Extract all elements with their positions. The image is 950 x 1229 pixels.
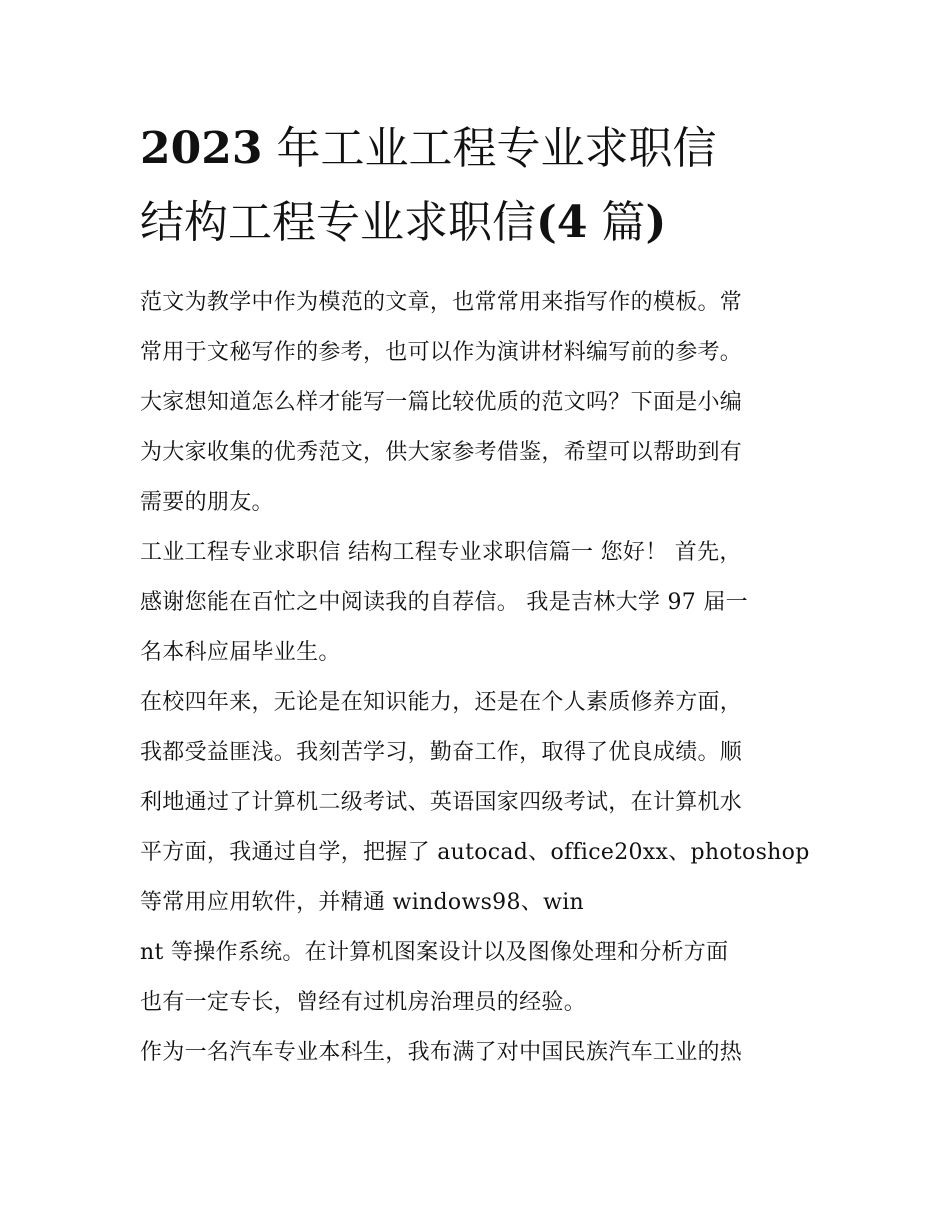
paragraph-line: 利地通过了计算机二级考试、英语国家四级考试，在计算机水 <box>140 790 743 815</box>
paragraph-line: 等常用应用软件，并精通 windows98、win <box>140 890 585 915</box>
document-body <box>140 278 830 1078</box>
paragraph-line: 需要的朋友。 <box>140 490 274 515</box>
paragraph-greeting <box>140 528 830 678</box>
paragraph-line: nt 等操作系统。在计算机图案设计以及图像处理和分析方面 <box>140 940 729 965</box>
paragraph-line: 范文为教学中作为模范的文章，也常常用来指写作的模板。常 <box>140 290 743 315</box>
paragraph-line: 在校四年来，无论是在知识能力，还是在个人素质修养方面， <box>140 690 743 715</box>
paragraph-line: 大家想知道怎么样才能写一篇比较优质的范文吗？下面是小编 <box>140 390 743 415</box>
paragraph-line: 作为一名汽车专业本科生，我布满了对中国民族汽车工业的热 <box>140 1040 743 1065</box>
paragraph-line: 平方面，我通过自学，把握了 autocad、office20xx、photoshop <box>140 840 810 865</box>
title-line-1: 2023 年工业工程专业求职信 <box>140 123 717 174</box>
title-line-2: 结构工程专业求职信(4 篇) <box>140 197 667 248</box>
paragraph-line: 感谢您能在百忙之中阅读我的自荐信。 我是吉林大学 97 届一 <box>140 590 748 615</box>
paragraph-line: 常用于文秘写作的参考，也可以作为演讲材料编写前的参考。 <box>140 340 743 365</box>
paragraph-line: 名本科应届毕业生。 <box>140 640 341 665</box>
document-title <box>140 112 820 260</box>
paragraph-skills <box>140 678 830 928</box>
paragraph-automotive <box>140 1028 830 1078</box>
paragraph-line: 为大家收集的优秀范文，供大家参考借鉴，希望可以帮助到有 <box>140 440 743 465</box>
paragraph-line: 工业工程专业求职信 结构工程专业求职信篇一 您好！ 首先， <box>140 540 742 565</box>
paragraph-os <box>140 928 830 1028</box>
paragraph-intro <box>140 278 830 528</box>
paragraph-line: 也有一定专长，曾经有过机房治理员的经验。 <box>140 990 587 1015</box>
paragraph-line: 我都受益匪浅。我刻苦学习，勤奋工作，取得了优良成绩。顺 <box>140 740 743 765</box>
